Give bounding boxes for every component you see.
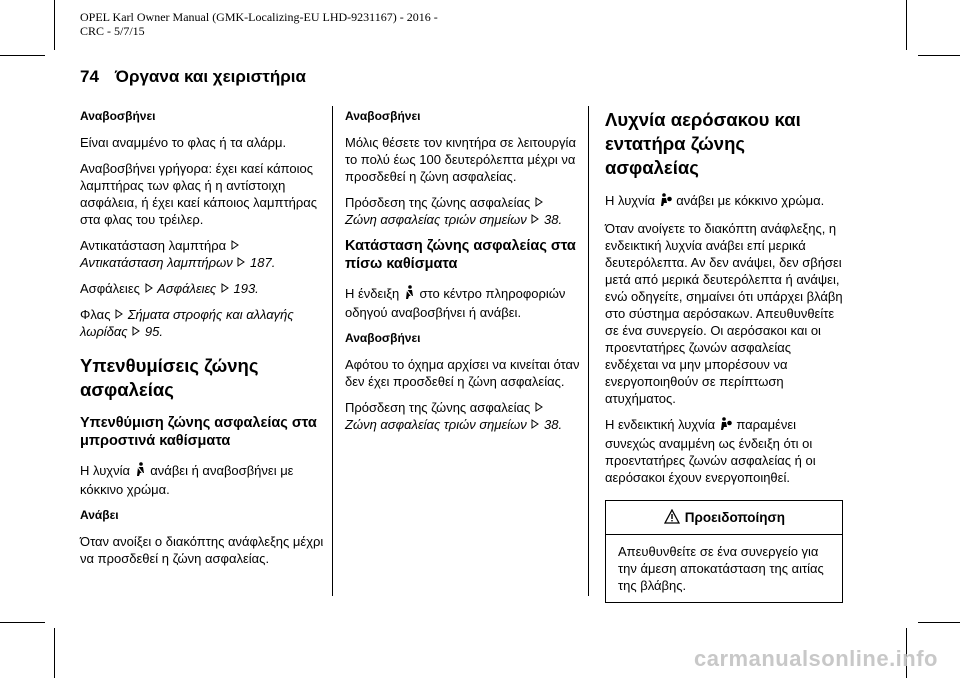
crop-mark: [0, 622, 45, 623]
crop-mark: [0, 55, 45, 56]
cross-reference-arrow-icon: [230, 237, 240, 254]
heading-lights: Ανάβει: [80, 508, 119, 522]
cross-reference: Φλας Σήματα στροφής και αλλαγής λωρίδας 95.: [80, 307, 294, 339]
crop-mark: [54, 628, 55, 678]
cross-reference: Πρόσδεση της ζώνης ασφαλείας Ζώνη ασφαλείας τριών σημείων 38.: [345, 195, 563, 227]
crop-mark: [906, 0, 907, 50]
paragraph: Αναβοσβήνει γρήγορα: έχει καεί κάποιος λαμπτήρας των φλας ή η αντίστοιχη ασφάλεια, ή έχει καεί κάποιος λαμπτήρας στα φλας του τρέιλερ.: [80, 161, 318, 227]
cross-reference-link[interactable]: Ζώνη ασφαλείας τριών σημείων: [345, 417, 527, 432]
cross-reference-arrow-icon: [144, 280, 154, 297]
airbag-warning-icon: [720, 417, 732, 435]
warning-title: Προειδοποίηση: [684, 510, 785, 525]
column-3: [605, 108, 843, 603]
column-2: [345, 108, 580, 442]
cross-reference-arrow-icon: [534, 399, 544, 416]
cross-reference-link[interactable]: Σήματα στροφής και αλλαγής λωρίδας: [80, 307, 294, 339]
crop-mark: [918, 622, 960, 623]
airbag-warning-icon: [660, 193, 672, 211]
paragraph: Μόλις θέσετε τον κινητήρα σε λειτουργία το πολύ έως 100 δευτερόλεπτα μέχρι να προσδεθεί η ζώνη ασφαλείας.: [345, 135, 576, 184]
section-heading: Λυχνία αερόσακου και εντατήρα ζώνης ασφαλείας: [605, 109, 801, 178]
cross-reference-arrow-icon: [530, 416, 540, 433]
cross-reference-link[interactable]: Αντικατάσταση λαμπτήρων: [80, 255, 233, 270]
warning-header: [606, 501, 842, 535]
paragraph: Είναι αναμμένο το φλας ή τα αλάρμ.: [80, 135, 287, 150]
paragraph: Όταν ανοίγετε το διακόπτη ανάφλεξης, η ενδεικτική λυχνία ανάβει επί μερικά δευτερόλεπτα. Αν δεν ανάψει, δεν σβήσει μετά από μερικά δευτερόλεπτα ή ανάψει, ενώ οδηγείτε, σημαίνει ότι υπάρχει βλάβη στο σύστημα αερόσακων. Απευθυνθείτε σε ένα συνεργείο. Οι αερόσακοι και οι προεντατήρες ζωνών ασφαλείας ενδέχεται να μην μπορέσουν να ενεργοποιηθούν σε περίπτωση ατυχήματος.: [605, 221, 843, 406]
cross-reference-arrow-icon: [534, 194, 544, 211]
paragraph: Η λυχνία ανάβει με κόκκινο χρώμα.: [605, 192, 843, 211]
cross-reference: Πρόσδεση της ζώνης ασφαλείας Ζώνη ασφαλείας τριών σημείων 38.: [345, 400, 563, 432]
heading-flashing: Αναβοσβήνει: [80, 109, 156, 123]
page-title: Όργανα και χειριστήρια: [114, 67, 306, 86]
warning-triangle-icon: [664, 509, 680, 528]
cross-reference-page[interactable]: 95.: [144, 324, 163, 339]
cross-reference-arrow-icon: [220, 280, 230, 297]
cross-reference-arrow-icon: [530, 211, 540, 228]
document-header: [80, 10, 438, 38]
column-divider: [332, 106, 333, 596]
cross-reference-link[interactable]: Ζώνη ασφαλείας τριών σημείων: [345, 212, 527, 227]
column-divider: [588, 106, 589, 596]
cross-reference-page[interactable]: 38.: [543, 212, 563, 227]
cross-reference-page[interactable]: 38.: [543, 417, 563, 432]
cross-reference-page[interactable]: 193.: [233, 281, 259, 296]
cross-reference-link[interactable]: Ασφάλειες: [157, 281, 217, 296]
crop-mark: [918, 55, 960, 56]
paragraph: Η ενδεικτική λυχνία παραμένει συνεχώς αναμμένη ως ένδειξη ότι οι προεντατήρες ζωνών ασφαλείας ή οι αερόσακοι έχουν ενεργοποιηθεί.: [605, 417, 816, 485]
header-line-1: OPEL Karl Owner Manual (GMK-Localizing-EU LHD-9231167) - 2016 -: [80, 10, 438, 24]
paragraph: Όταν ανοίξει ο διακόπτης ανάφλεξης μέχρι να προσδεθεί η ζώνη ασφαλείας.: [80, 534, 324, 566]
paragraph: Η ένδειξη στο κέντρο πληροφοριών οδηγού αναβοσβήνει ή ανάβει.: [345, 286, 566, 320]
subsection-heading: Κατάσταση ζώνης ασφαλείας στα πίσω καθίσματα: [345, 238, 576, 272]
heading-flashing: Αναβοσβήνει: [345, 109, 421, 123]
cross-reference-arrow-icon: [114, 306, 124, 323]
header-line-2: CRC - 5/7/15: [80, 24, 145, 38]
warning-text: Απευθυνθείτε σε ένα συνεργείο για την άμεση αποκατάσταση της αιτίας της βλάβης.: [618, 544, 824, 593]
cross-reference-arrow-icon: [236, 254, 246, 271]
crop-mark: [54, 0, 55, 50]
cross-reference-page[interactable]: 187.: [250, 255, 276, 270]
seatbelt-warning-icon: [404, 285, 415, 304]
seatbelt-warning-icon: [135, 462, 146, 481]
page-heading: [80, 67, 306, 87]
column-1: [80, 108, 325, 576]
paragraph: Αφότου το όχημα αρχίσει να κινείται όταν δεν έχει προσδεθεί η ζώνη ασφαλείας.: [345, 357, 580, 389]
page-number: 74: [80, 67, 99, 86]
cross-reference-arrow-icon: [131, 323, 141, 340]
cross-reference: Ασφάλειες Ασφάλειες 193.: [80, 281, 259, 296]
watermark: carmanualsonline.info: [694, 646, 938, 671]
paragraph: Η λυχνία ανάβει ή αναβοσβήνει με κόκκινο χρώμα.: [80, 463, 294, 497]
heading-flashing: Αναβοσβήνει: [345, 331, 421, 345]
warning-box: [605, 500, 843, 603]
subsection-heading: Υπενθύμιση ζώνης ασφαλείας στα μπροστινά καθίσματα: [80, 415, 317, 449]
cross-reference: Αντικατάσταση λαμπτήρα Αντικατάσταση λαμπτήρων 187.: [80, 238, 276, 270]
section-heading: Υπενθυμίσεις ζώνης ασφαλείας: [80, 355, 259, 400]
